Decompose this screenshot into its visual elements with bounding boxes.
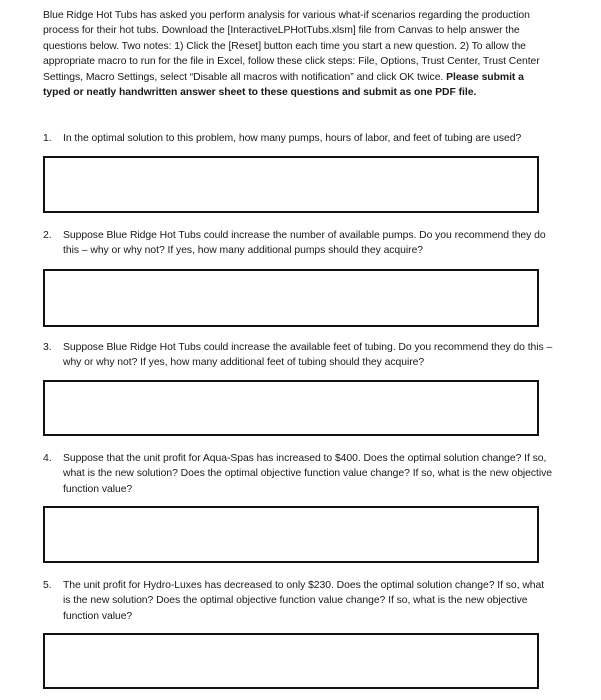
question-number: 2.: [43, 230, 52, 241]
answer-box-4[interactable]: [43, 506, 539, 563]
question-5: [43, 578, 553, 624]
answer-box-3[interactable]: [43, 380, 539, 436]
question-text: The unit profit for Hydro-Luxes has decreased to only $230. Does the optimal solution change? If so, what is the new solution? Does the optimal objective function value change? If so, what is the new objective function value?: [63, 580, 545, 622]
answer-box-1[interactable]: [43, 156, 539, 213]
question-number: 3.: [43, 342, 52, 353]
question-text: Suppose Blue Ridge Hot Tubs could increase the number of available pumps. Do you recommend they do this – why or why not? If yes, how many additional pumps should they acquire?: [63, 230, 546, 257]
question-3: [43, 340, 553, 371]
question-text: In the optimal solution to this problem, how many pumps, hours of labor, and feet of tubing are used?: [63, 133, 522, 144]
intro-bold-instruction: Please submit a typed or neatly handwritten answer sheet to these questions and submit as one PDF file.: [43, 71, 524, 99]
question-text: Suppose Blue Ridge Hot Tubs could increase the available feet of tubing. Do you recommend they do this – why or why not? If yes, how many additional feet of tubing should they acquire?: [63, 342, 553, 369]
answer-box-5[interactable]: [43, 633, 539, 689]
intro-text: Blue Ridge Hot Tubs has asked you perform analysis for various what-if scenarios regarding the production process for their hot tubs. Download the [InteractiveLPHotTubs.xlsm] file from Canvas to help answer the questions below. Two notes: 1) Click the [Reset] button each time you start a new question. 2) To allow the appropriate macro to run for the file in Excel, follow these click steps: File, Options, Trust Center, Trust Center Settings, Macro Settings, select “Disable all macros with notification” and click OK twice.: [43, 10, 540, 83]
question-number: 5.: [43, 580, 52, 591]
answer-box-2[interactable]: [43, 269, 539, 327]
question-1: [43, 131, 553, 146]
question-2: [43, 228, 553, 259]
question-number: 1.: [43, 133, 52, 144]
question-4: [43, 451, 553, 497]
intro-paragraph: [43, 8, 548, 100]
question-number: 4.: [43, 453, 52, 464]
question-text: Suppose that the unit profit for Aqua-Spas has increased to $400. Does the optimal solution change? If so, what is the new solution? Does the optimal objective function value change? If so, what is the new objective function value?: [63, 453, 553, 495]
